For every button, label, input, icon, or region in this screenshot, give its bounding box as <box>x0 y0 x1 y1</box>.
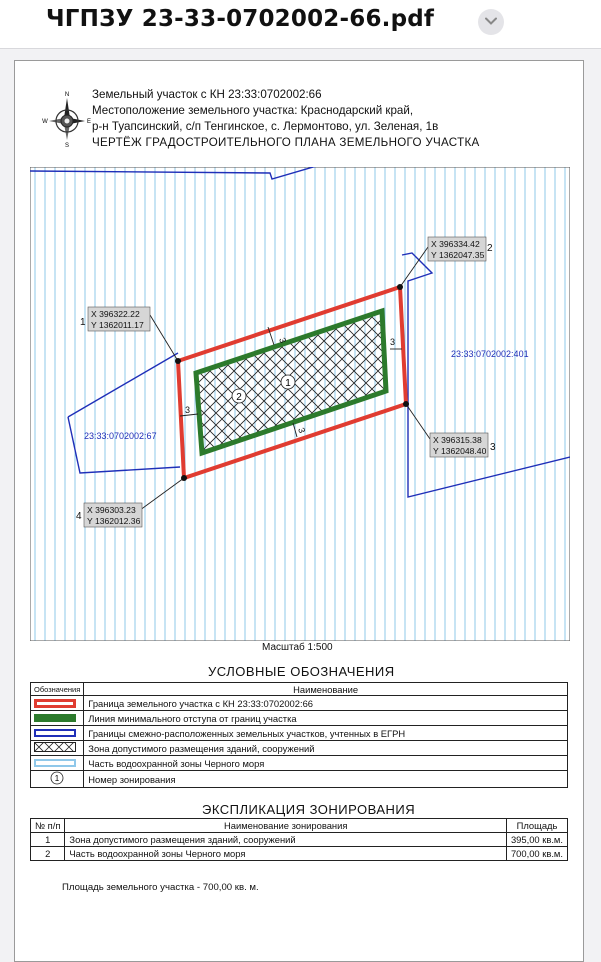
legend-header-name: Наименование <box>84 683 568 696</box>
point-1-x: X 396322.22 <box>91 309 140 319</box>
table-row <box>31 847 568 861</box>
legend-title: УСЛОВНЫЕ ОБОЗНАЧЕНИЯ <box>208 664 395 679</box>
header-location: Местоположение земельного участка: Краснодарский край, <box>92 104 414 117</box>
legend-table <box>30 682 568 788</box>
parcel-left-label: 23:33:0702002:67 <box>84 431 157 441</box>
legend-item-label: Часть водоохранной зоны Черного моря <box>84 756 568 771</box>
legend-item-label: Номер зонирования <box>84 771 568 788</box>
zone-2-label: 2 <box>236 392 242 403</box>
header-cadastral-number: Земельный участок с КН 23:33:0702002:66 <box>92 88 322 101</box>
setback-right-label: 3 <box>390 337 396 347</box>
legend-zone-number-text: 1 <box>54 774 60 783</box>
explication-cell-area: 700,00 кв.м. <box>506 847 567 861</box>
legend-row <box>31 771 568 788</box>
explication-table <box>30 818 568 861</box>
legend-item-label: Границы смежно-расположенных земельных участков, учтенных в ЕГРН <box>84 726 568 741</box>
explication-cell-number: 2 <box>31 847 65 861</box>
header-address: р-н Туапсинский, с/п Тенгинское, с. Лермонтово, ул. Зеленая, 1в <box>92 120 439 133</box>
legend-row <box>31 696 568 711</box>
legend-item-label: Зона допустимого размещения зданий, сооружений <box>84 741 568 756</box>
legend-row <box>31 741 568 756</box>
table-row <box>31 833 568 847</box>
compass-south: S <box>64 143 70 148</box>
legend-item-label: Граница земельного участка с КН 23:33:0702002:66 <box>84 696 568 711</box>
explication-cell-name: Зона допустимого размещения зданий, сооружений <box>65 833 507 847</box>
point-2-number: 2 <box>487 243 493 254</box>
explication-header-area: Площадь <box>506 819 567 833</box>
compass-north: N <box>64 92 70 98</box>
setback-top-label: 3 <box>277 336 289 345</box>
legend-item-label: Линия минимального отступа от границ участка <box>84 711 568 726</box>
point-2-x: X 396334.42 <box>431 239 480 249</box>
parcel-area-note: Площадь земельного участка - 700,00 кв. м. <box>62 882 259 893</box>
point-1-number: 1 <box>80 317 86 328</box>
legend-row <box>31 756 568 771</box>
legend-setback-symbol <box>34 714 76 722</box>
legend-row <box>31 711 568 726</box>
legend-parcel-boundary-symbol <box>34 699 76 708</box>
point-2-y: Y 1362047.35 <box>431 250 485 260</box>
document-title: ЧГПЗУ 23-33-0702002-66.pdf <box>46 6 435 32</box>
explication-cell-area: 395,00 кв.м. <box>506 833 567 847</box>
title-bar <box>0 0 601 49</box>
compass-west: W <box>42 119 48 125</box>
point-3-y: Y 1362048.40 <box>433 446 487 456</box>
explication-header-number: № п/п <box>31 819 65 833</box>
legend-neighbor-symbol <box>34 729 76 737</box>
point-3-number: 3 <box>490 442 496 453</box>
chevron-down-icon[interactable] <box>478 9 504 35</box>
explication-title: ЭКСПЛИКАЦИЯ ЗОНИРОВАНИЯ <box>202 802 416 817</box>
header-drawing-title: ЧЕРТЁЖ ГРАДОСТРОИТЕЛЬНОГО ПЛАНА ЗЕМЕЛЬНОГО УЧАСТКА <box>92 136 480 149</box>
setback-left-label: 3 <box>185 405 191 415</box>
parcel-right-label: 23:33:0702002:401 <box>451 349 529 359</box>
point-1-y: Y 1362011.17 <box>91 320 144 330</box>
compass-rose-icon <box>42 88 92 148</box>
legend-row <box>31 726 568 741</box>
setback-bottom-label: 3 <box>296 426 308 435</box>
legend-water-zone-symbol <box>34 759 76 767</box>
legend-buildable-zone-symbol <box>34 742 76 752</box>
explication-cell-number: 1 <box>31 833 65 847</box>
point-4-number: 4 <box>76 511 82 522</box>
scale-label: Масштаб 1:500 <box>262 642 333 653</box>
zone-1-label: 1 <box>285 378 291 389</box>
point-3-x: X 396315.38 <box>433 435 482 445</box>
point-4-y: Y 1362012.36 <box>87 516 141 526</box>
explication-header-name: Наименование зонирования <box>65 819 507 833</box>
legend-zone-number-symbol <box>49 771 65 785</box>
point-4-x: X 396303.23 <box>87 505 136 515</box>
legend-header-symbol: Обозначения <box>31 683 84 696</box>
compass-east: E <box>86 119 92 125</box>
explication-cell-name: Часть водоохранной зоны Черного моря <box>65 847 507 861</box>
site-plan-drawing <box>30 167 570 641</box>
